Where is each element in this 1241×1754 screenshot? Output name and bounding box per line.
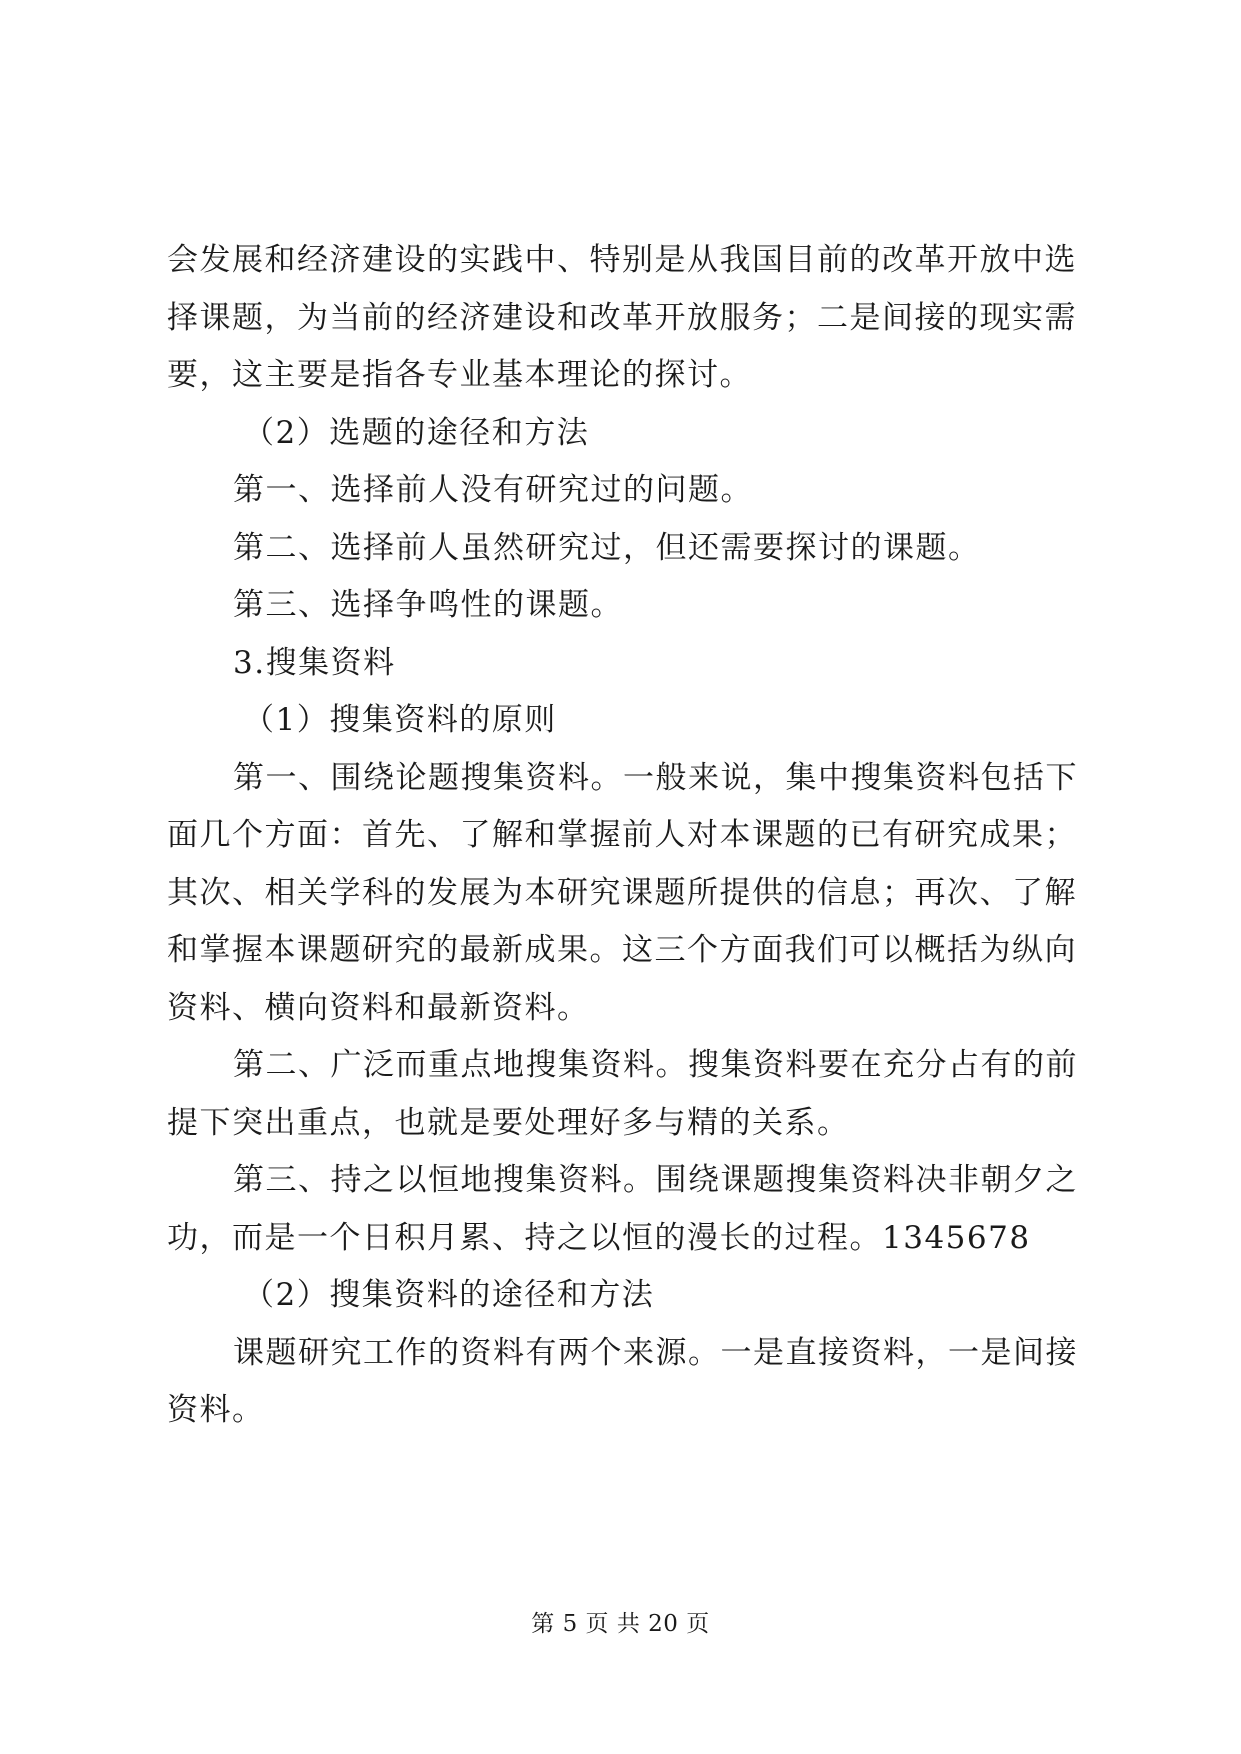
- section-subheading: （2）搜集资料的途径和方法: [243, 1277, 655, 1313]
- page-number-footer: 第 5 页 共 20 页: [531, 1611, 710, 1637]
- paragraph: 第二、广泛而重点地搜集资料。搜集资料要在充分占有的前提下突出重点，也就是要处理好多与精的关系。: [167, 1047, 1078, 1141]
- paragraph: 第二、选择前人虽然研究过，但还需要探讨的课题。: [233, 529, 981, 566]
- section-subheading: （2）选题的途径和方法: [243, 414, 590, 451]
- paragraph: 第三、选择争鸣性的课题。: [233, 587, 623, 623]
- paragraph: 第一、选择前人没有研究过的问题。: [233, 472, 753, 508]
- paragraph: 第一、围绕论题搜集资料。一般来说，集中搜集资料包括下面几个方面：首先、了解和掌握前人对本课题的已有研究成果；其次、相关学科的发展为本研究课题所提供的信息；再次、了解和掌握本课题研究的最新成果。这三个方面我们可以概括为纵向资料、横向资料和最新资料。: [167, 759, 1078, 1026]
- section-heading: 3.搜集资料: [233, 644, 396, 681]
- paragraph: 第三、持之以恒地搜集资料。围绕课题搜集资料决非朝夕之功，而是一个日积月累、持之以恒的漫长的过程。1345678: [167, 1162, 1078, 1256]
- body-text: [167, 232, 1087, 1440]
- paragraph: 会发展和经济建设的实践中、特别是从我国目前的改革开放中选择课题，为当前的经济建设和改革开放服务；二是间接的现实需要，这主要是指各专业基本理论的探讨。: [167, 242, 1077, 393]
- section-subheading: （1）搜集资料的原则: [243, 702, 557, 738]
- paragraph: 课题研究工作的资料有两个来源。一是直接资料，一是间接资料。: [167, 1334, 1078, 1428]
